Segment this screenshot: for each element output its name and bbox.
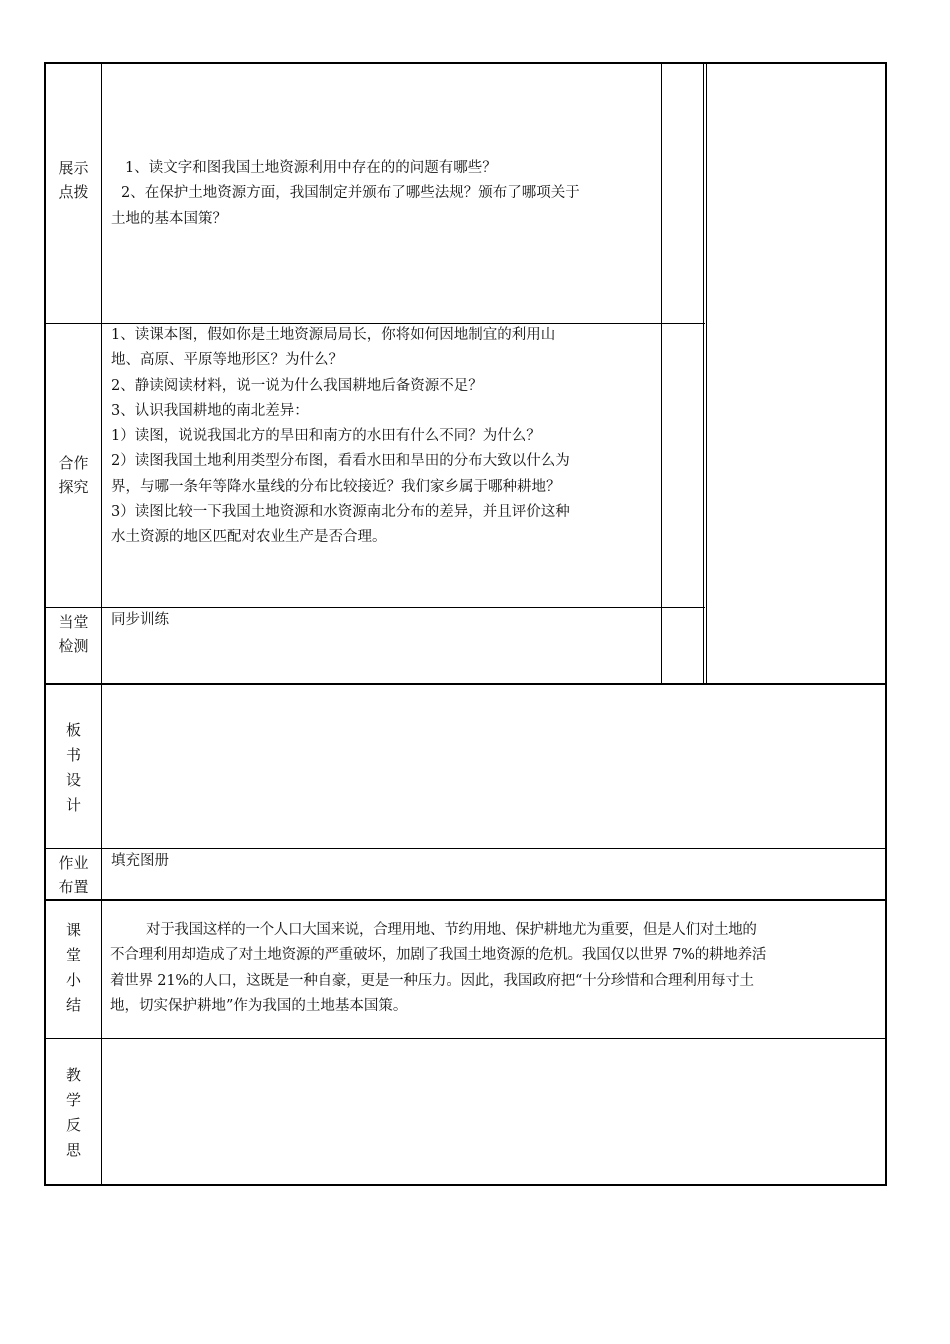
hezuo-line-4: 3、认识我国耕地的南北差异：	[111, 402, 309, 419]
zhanshi-line-3: 土地的基本国策？	[111, 210, 227, 227]
hezuo-line-5: 1）读图，说说我国北方的旱田和南方的水田有什么不同？为什么？	[111, 428, 541, 445]
table-border-bottom	[44, 1184, 887, 1186]
hezuo-line-7: 界，与哪一条年等降水量线的分布比较接近？我们家乡属于哪种耕地？	[111, 478, 561, 495]
xiaojie-line-4: 地，切实保护耕地”作为我国的土地基本国策。	[110, 997, 408, 1014]
row-divider-3	[44, 683, 887, 685]
xiaojie-content	[110, 918, 766, 1019]
row-divider-4	[44, 848, 887, 849]
zhanshi-content	[111, 156, 580, 232]
xiaojie-label: 课 堂 小 结	[65, 921, 81, 1014]
label-column-divider	[101, 62, 102, 1186]
hezuo-line-6: 2）读图我国土地利用类型分布图，看看水田和旱田的分布大致以什么为	[111, 453, 570, 470]
row-divider-5	[44, 899, 887, 901]
xiaojie-line-1: 对于我国这样的一个人口大国来说，合理用地、节约用地、保护耕地尤为重要，但是人们对土地的	[146, 922, 757, 938]
row-divider-6	[44, 1038, 887, 1039]
banshu-label: 板 书 设 计	[65, 721, 81, 814]
zuoye-line-1: 填充图册	[111, 853, 169, 869]
xiaojie-line-3: 着世界 21%的人口，这既是一种自豪，更是一种压力。因此，我国政府把“十分珍惜和合理利用每寸土	[110, 972, 754, 989]
hezuo-content	[111, 323, 570, 551]
hezuo-line-3: 2、静读阅读材料，说一说为什么我国耕地后备资源不足？	[111, 377, 483, 394]
dangtang-content	[111, 608, 169, 633]
zhanshi-line-1: 1、读文字和图我国土地资源利用中存在的的问题有哪些？	[125, 160, 497, 176]
zhanshi-line-2: 2、在保护土地资源方面，我国制定并颁布了哪些法规？颁布了哪项关于	[121, 185, 580, 202]
dangtang-line-1: 同步训练	[111, 612, 169, 628]
hezuo-label: 合作 探究	[58, 454, 89, 496]
hezuo-line-8: 3）读图比较一下我国土地资源和水资源南北分布的差异，并且评价这种	[111, 504, 570, 521]
hezuo-line-2: 地、高原、平原等地形区？为什么？	[111, 352, 343, 369]
narrow-column-right-divider	[703, 62, 704, 684]
hezuo-line-9: 水土资源的地区匹配对农业生产是否合理。	[111, 529, 387, 546]
narrow-column-left-divider	[661, 62, 662, 684]
dangtang-label: 当堂 检测	[58, 613, 89, 655]
zuoye-label: 作业 布置	[58, 854, 89, 896]
xiaojie-line-2: 不合理利用却造成了对土地资源的严重破坏，加剧了我国土地资源的危机。我国仅以世界 7%的耕地养活	[110, 947, 767, 964]
zhanshi-label: 展示 点拨	[58, 159, 89, 201]
table-border-top	[44, 62, 887, 64]
notes-column-divider	[706, 62, 707, 684]
zuoye-content	[111, 849, 169, 874]
fansi-label: 教 学 反 思	[65, 1066, 81, 1159]
hezuo-line-1: 1、读课本图，假如你是土地资源局局长，你将如何因地制宜的利用山	[111, 327, 556, 343]
table-border-right	[885, 62, 887, 1186]
